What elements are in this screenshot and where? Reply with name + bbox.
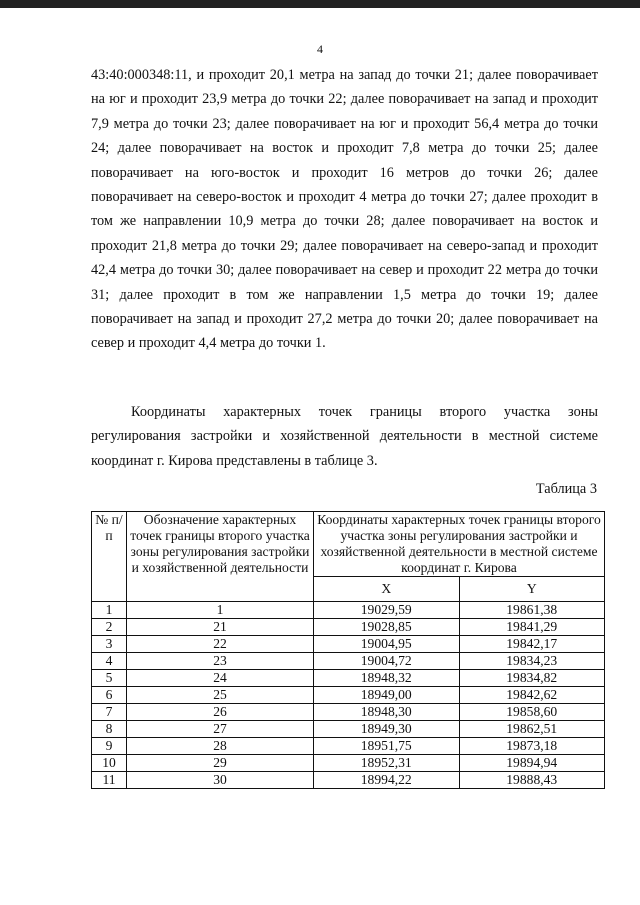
table-row [92,687,605,704]
cell-number: 6 [92,687,127,704]
cell-number: 1 [92,602,127,619]
cell-number: 8 [92,721,127,738]
cell-x: 18952,31 [314,755,460,772]
cell-point: 30 [127,772,314,789]
header-y: Y [459,577,605,602]
table-row [92,653,605,670]
cell-x: 18948,30 [314,704,460,721]
cell-x: 18948,32 [314,670,460,687]
cell-x: 18994,22 [314,772,460,789]
cell-number: 9 [92,738,127,755]
cell-point: 22 [127,636,314,653]
table-row [92,738,605,755]
table-row [92,602,605,619]
cell-point: 1 [127,602,314,619]
cell-point: 26 [127,704,314,721]
cell-number: 4 [92,653,127,670]
cell-y: 19861,38 [459,602,605,619]
paragraph-route-description: 43:40:000348:11, и проходит 20,1 метра на запад до точки 21; далее поворачивает на юг и проходит 23,9 метра до точки 22; далее поворачивает на запад и проходит 7,9 метра до точки 23; далее поворачивает на юг и проходит 56,4 метра до точки 24; далее поворачивает на восток и проходит 7,8 метра до точки 25; далее поворачивает на юго-восток и проходит 16 метров до точки 26; далее поворачивает на северо-восток и проходит 4 метра до точки 27; далее проходит в том же направлении 10,9 метра до точки 28; далее поворачивает на восток и проходит 21,8 метра до точки 29; далее поворачивает на северо-запад и проходит 42,4 метра до точки 30; далее поворачивает на север и проходит 22 метра до точки 31; далее проходит в том же направлении 1,5 метра до точки 19; далее поворачивает на запад и проходит 27,2 метра до точки 20; далее поворачивает на север и проходит 4,4 метра до точки 1. [91,67,598,352]
cell-point: 27 [127,721,314,738]
cell-x: 18949,30 [314,721,460,738]
table-caption: Таблица 3 [535,481,597,497]
cell-point: 24 [127,670,314,687]
table-row [92,619,605,636]
cell-number: 3 [92,636,127,653]
cell-point: 21 [127,619,314,636]
cell-y: 19873,18 [459,738,605,755]
table-body [92,602,605,789]
cell-x: 18949,00 [314,687,460,704]
header-coordinates: Координаты характерных точек границы второго участка зоны регулирования застройки и хозяйственной деятельности в местной системе координат г. Кирова [314,512,605,577]
cell-point: 23 [127,653,314,670]
cell-number: 2 [92,619,127,636]
table-row [92,755,605,772]
cell-y: 19888,43 [459,772,605,789]
header-row-number: № п/п [92,512,127,602]
cell-y: 19894,94 [459,755,605,772]
top-border-line [0,0,640,8]
cell-y: 19858,60 [459,704,605,721]
table-row [92,670,605,687]
cell-y: 19862,51 [459,721,605,738]
cell-x: 19004,95 [314,636,460,653]
cell-y: 19842,62 [459,687,605,704]
table-row [92,772,605,789]
cell-number: 7 [92,704,127,721]
coordinates-table [91,511,605,789]
cell-y: 19834,82 [459,670,605,687]
cell-point: 28 [127,738,314,755]
paragraph-table-intro: Координаты характерных точек границы второго участка зоны регулирования застройки и хозяйственной деятельности в местной системе координат г. Кирова представлены в таблице 3. [91,404,598,469]
cell-x: 19004,72 [314,653,460,670]
page-number: 4 [317,42,323,56]
cell-number: 11 [92,772,127,789]
cell-x: 18951,75 [314,738,460,755]
cell-x: 19029,59 [314,602,460,619]
table-row [92,704,605,721]
header-point-designation: Обозначение характерных точек границы второго участка зоны регулирования застройки и хозяйственной деятельности [127,512,314,602]
cell-y: 19842,17 [459,636,605,653]
table-row [92,721,605,738]
cell-number: 5 [92,670,127,687]
cell-point: 29 [127,755,314,772]
cell-y: 19834,23 [459,653,605,670]
cell-number: 10 [92,755,127,772]
cell-y: 19841,29 [459,619,605,636]
header-x: X [314,577,460,602]
cell-x: 19028,85 [314,619,460,636]
cell-point: 25 [127,687,314,704]
table-row [92,636,605,653]
